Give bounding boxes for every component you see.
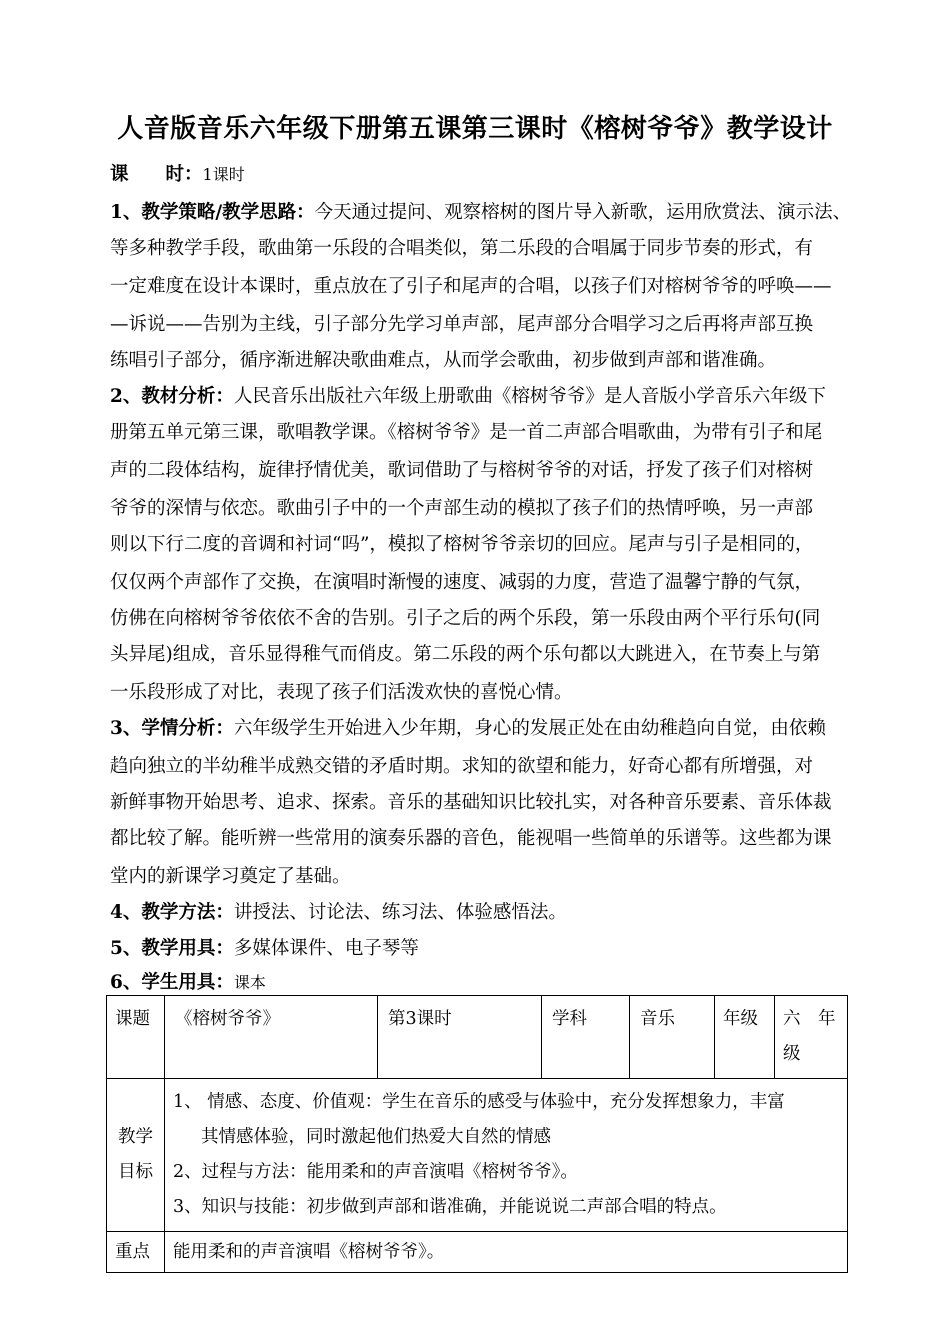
section-2-line-2: 册第五单元第三课，歌唱教学课。《榕树爷爷》是一首二声部合唱歌曲，为带有引子和尾 <box>110 422 823 443</box>
section-3-label: 3、学情分析： <box>110 718 234 739</box>
section-2-line-8: 头异尾)组成，音乐显得稚气而俏皮。第二乐段的两个乐句都以大跳进入，在节奏上与第 <box>110 644 821 665</box>
grade-value-line-1: 六 年 <box>783 1009 836 1029</box>
section-2-line-5: 则以下行二度的音调和衬词“吗”，模拟了榕树爷爷亲切的回应。尾声与引子是相同的， <box>110 534 814 555</box>
cell-topic-value: 《榕树爷爷》 <box>165 996 378 1079</box>
table-focus-row <box>107 1232 848 1273</box>
goal-item-1: 1、 情感、态度、价值观：学生在音乐的感受与体验中，充分发挥想象力，丰富 <box>173 1092 785 1112</box>
cell-focus-label: 重点 <box>107 1232 165 1273</box>
cell-goals-label: 教学 目标 <box>107 1079 165 1232</box>
class-hours-label: 课 时： <box>110 164 203 185</box>
section-2-line-4: 爷爷的深情与依恋。歌曲引子中的一个声部生动的模拟了孩子们的热情呼唤，另一声部 <box>110 498 814 519</box>
section-1-line-5: 练唱引子部分，循序渐进解决歌曲难点，从而学会歌曲，初步做到声部和谐准确。 <box>110 350 777 371</box>
cell-subject-value: 音乐 <box>630 996 715 1079</box>
section-3-line-2: 趋向独立的半幼稚半成熟交错的矛盾时期。求知的欲望和能力，好奇心都有所增强，对 <box>110 756 814 777</box>
cell-grade-value <box>775 996 848 1079</box>
section-5-line: 5、教学用具：多媒体课件、电子琴等 <box>110 938 419 959</box>
section-1-line-1: 1、教学策略/教学思路：今天通过提问、观察榕树的图片导入新歌，运用欣赏法、演示法、 <box>110 202 852 223</box>
section-6-line: 6、学生用具：课本 <box>110 972 266 993</box>
table-goals-row <box>107 1079 848 1232</box>
section-3-line-3: 新鲜事物开始思考、追求、探索。音乐的基础知识比较扎实，对各种音乐要素、音乐体裁 <box>110 792 832 813</box>
section-1-line-4: —诉说——告别为主线，引子部分先学习单声部，尾声部分合唱学习之后再将声部互换 <box>110 314 814 335</box>
document-title: 人音版音乐六年级下册第五课第三课时《榕树爷爷》教学设计 <box>117 114 833 144</box>
cell-subject-label: 学科 <box>542 996 630 1079</box>
section-3-line-5: 堂内的新课学习奠定了基础。 <box>110 866 351 887</box>
section-2-line-9: 一乐段形成了对比，表现了孩子们活泼欢快的喜悦心情。 <box>110 682 573 703</box>
section-2-line-6: 仅仅两个声部作了交换，在演唱时渐慢的速度、减弱的力度，营造了温馨宁静的气氛， <box>110 572 814 593</box>
section-2-line-3: 声的二段体结构，旋律抒情优美，歌词借助了与榕树爷爷的对话，抒发了孩子们对榕树 <box>110 460 814 481</box>
cell-goals-content <box>165 1079 848 1232</box>
lesson-table <box>106 995 848 1273</box>
section-2-label: 2、教材分析： <box>110 386 234 407</box>
cell-topic-label: 课题 <box>107 996 165 1079</box>
section-4-line: 4、教学方法：讲授法、讨论法、练习法、体验感悟法。 <box>110 902 567 923</box>
section-4-label: 4、教学方法： <box>110 902 234 923</box>
section-1-line-3: 一定难度在设计本课时，重点放在了引子和尾声的合唱，以孩子们对榕树爷爷的呼唤—— <box>110 276 832 297</box>
section-1-line-2: 等多种教学手段，歌曲第一乐段的合唱类似，第二乐段的合唱属于同步节奏的形式，有 <box>110 238 814 259</box>
goal-item-2: 2、过程与方法：能用柔和的声音演唱《榕树爷爷》。 <box>173 1162 578 1182</box>
section-1-label: 1、教学策略/教学思路： <box>110 202 315 223</box>
goal-item-3: 3、知识与技能：初步做到声部和谐准确，并能说说二声部合唱的特点。 <box>173 1197 727 1217</box>
table-header-row <box>107 996 848 1079</box>
class-hours-line <box>110 160 855 186</box>
section-2-line-7: 仿佛在向榕树爷爷依依不舍的告别。引子之后的两个乐段，第一乐段由两个平行乐句(同 <box>110 608 821 629</box>
cell-grade-label: 年级 <box>715 996 775 1079</box>
goal-item-1-continued: 其情感体验，同时激起他们热爱大自然的情感 <box>201 1127 551 1147</box>
grade-value-line-2: 级 <box>783 1044 801 1064</box>
cell-focus-content: 能用柔和的声音演唱《榕树爷爷》。 <box>165 1232 848 1273</box>
section-3-line-1: 3、学情分析：六年级学生开始进入少年期，身心的发展正处在由幼稚趋向自觉，由依赖 <box>110 718 826 739</box>
cell-lesson-number: 第3课时 <box>378 996 542 1079</box>
section-2-line-1: 2、教材分析：人民音乐出版社六年级上册歌曲《榕树爷爷》是人音版小学音乐六年级下 <box>110 386 826 407</box>
section-5-label: 5、教学用具： <box>110 938 234 959</box>
section-6-label: 6、学生用具： <box>110 972 234 993</box>
class-hours-value: 1课时 <box>202 165 245 184</box>
section-3-line-4: 都比较了解。能听辨一些常用的演奏乐器的音色，能视唱一些简单的乐谱等。这些都为课 <box>110 828 832 849</box>
